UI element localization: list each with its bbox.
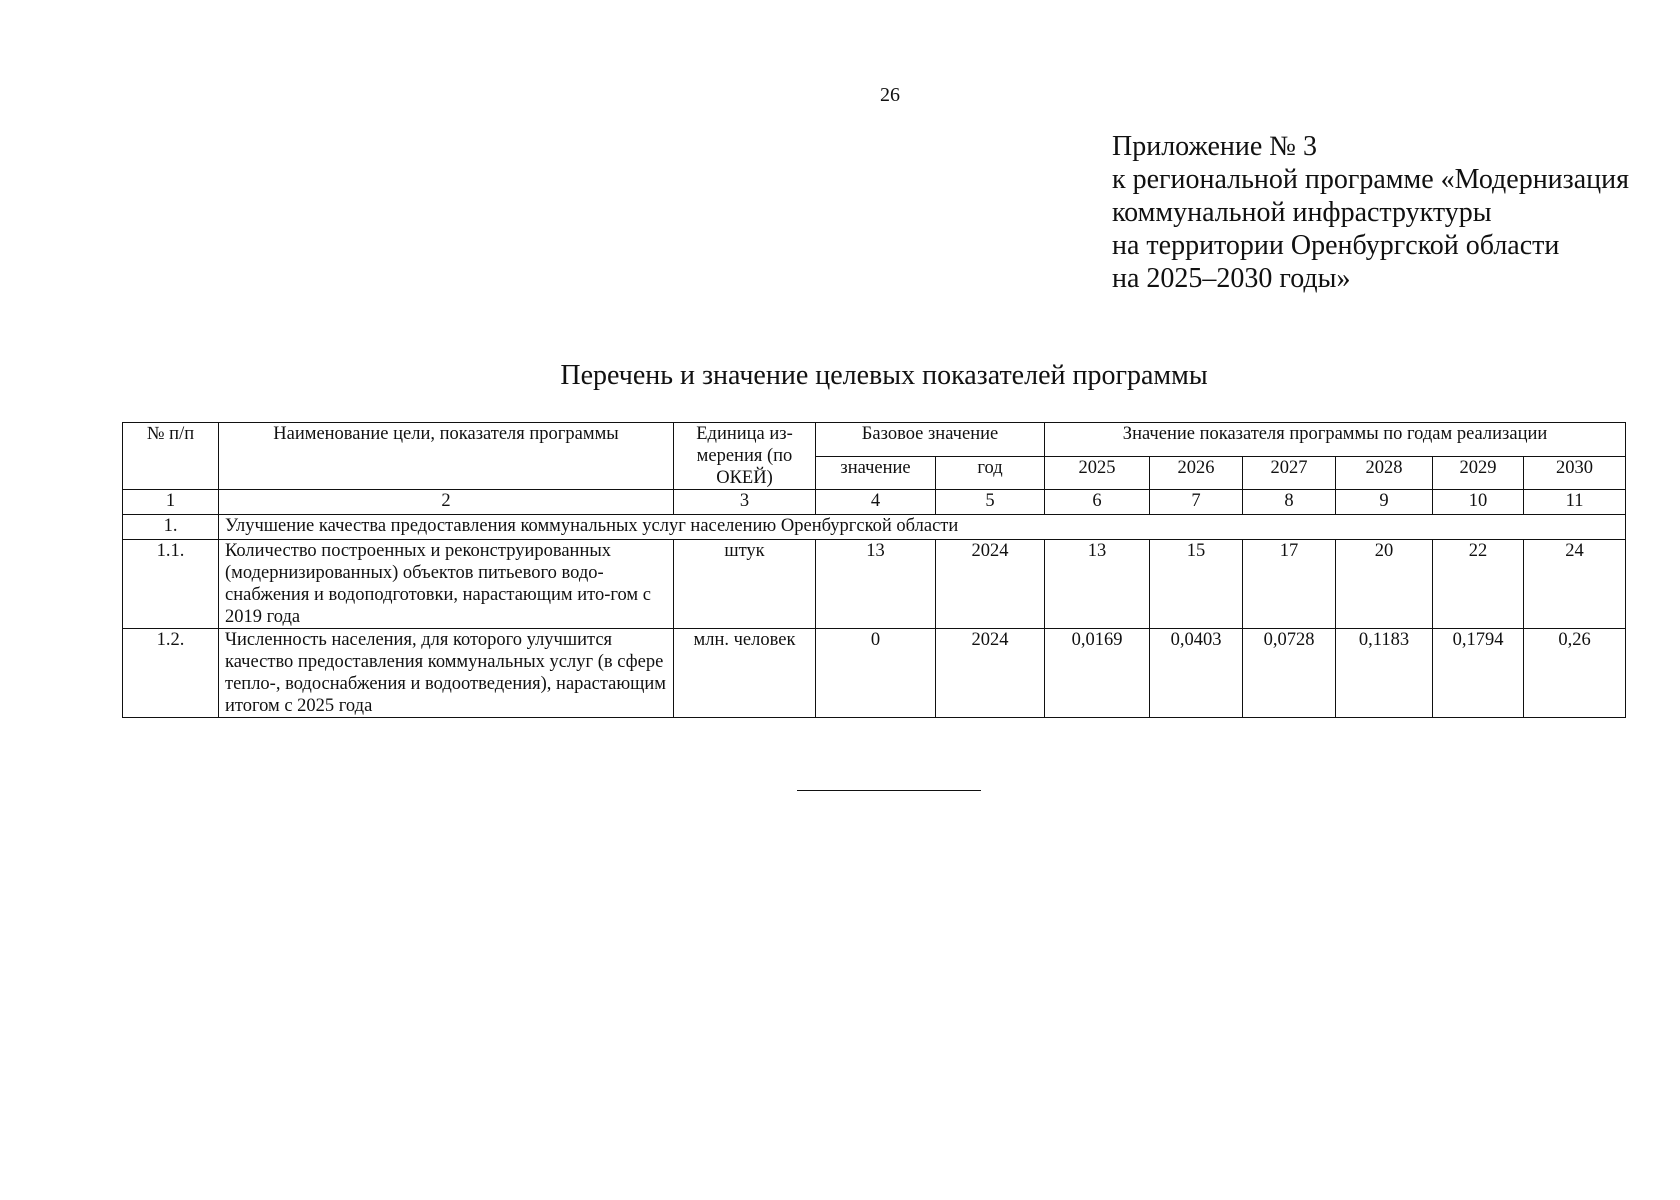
row-value: 13 bbox=[1045, 540, 1150, 629]
row-num: 1.1. bbox=[123, 540, 219, 629]
header-base-year: год bbox=[936, 456, 1045, 490]
row-value: 22 bbox=[1433, 540, 1524, 629]
header-name: Наименование цели, показателя программы bbox=[219, 423, 674, 490]
appendix-line: Приложение № 3 bbox=[1112, 131, 1317, 162]
column-numbers-row bbox=[123, 490, 1626, 515]
column-number: 4 bbox=[816, 490, 936, 515]
row-base-year: 2024 bbox=[936, 540, 1045, 629]
column-number: 6 bbox=[1045, 490, 1150, 515]
row-name: Численность населения, для которого улучшится качество предоставления коммунальных услуг (в сфере тепло-, водоснабжения и водоотведения), нарастающим итогом с 2025 года bbox=[219, 629, 674, 718]
row-value: 17 bbox=[1243, 540, 1336, 629]
row-value: 0,1794 bbox=[1433, 629, 1524, 718]
row-value: 0,0728 bbox=[1243, 629, 1336, 718]
goal-num: 1. bbox=[123, 515, 219, 540]
column-number: 11 bbox=[1524, 490, 1626, 515]
table-row bbox=[123, 540, 1626, 629]
page-number: 26 bbox=[880, 84, 900, 106]
goal-text: Улучшение качества предоставления коммунальных услуг населению Оренбургской области bbox=[219, 515, 1626, 540]
column-number: 2 bbox=[219, 490, 674, 515]
row-value: 0,0169 bbox=[1045, 629, 1150, 718]
document-title: Перечень и значение целевых показателей программы bbox=[560, 360, 1208, 391]
header-unit: Единица из-мерения (по ОКЕЙ) bbox=[674, 423, 816, 490]
row-value: 0,1183 bbox=[1336, 629, 1433, 718]
row-base-value: 0 bbox=[816, 629, 936, 718]
row-name: Количество построенных и реконструированных (модернизированных) объектов питьевого водо-снабжения и водоподготовки, нарастающим ито-гом с 2019 года bbox=[219, 540, 674, 629]
row-num: 1.2. bbox=[123, 629, 219, 718]
header-year: 2027 bbox=[1243, 456, 1336, 490]
header-year: 2028 bbox=[1336, 456, 1433, 490]
header-year: 2026 bbox=[1150, 456, 1243, 490]
appendix-block bbox=[1112, 130, 1629, 295]
header-row bbox=[123, 423, 1626, 457]
column-number: 8 bbox=[1243, 490, 1336, 515]
row-value: 15 bbox=[1150, 540, 1243, 629]
header-num: № п/п bbox=[123, 423, 219, 490]
header-base: Базовое значение bbox=[816, 423, 1045, 457]
header-year: 2025 bbox=[1045, 456, 1150, 490]
appendix-line: на территории Оренбургской области bbox=[1112, 230, 1560, 261]
row-unit: млн. человек bbox=[674, 629, 816, 718]
header-years-group: Значение показателя программы по годам реализации bbox=[1045, 423, 1626, 457]
footer-rule bbox=[797, 790, 981, 791]
column-number: 1 bbox=[123, 490, 219, 515]
row-base-year: 2024 bbox=[936, 629, 1045, 718]
header-year: 2030 bbox=[1524, 456, 1626, 490]
appendix-line: на 2025–2030 годы» bbox=[1112, 263, 1351, 294]
column-number: 3 bbox=[674, 490, 816, 515]
row-value: 0,26 bbox=[1524, 629, 1626, 718]
row-value: 0,0403 bbox=[1150, 629, 1243, 718]
table-row bbox=[123, 629, 1626, 718]
column-number: 9 bbox=[1336, 490, 1433, 515]
column-number: 10 bbox=[1433, 490, 1524, 515]
row-base-value: 13 bbox=[816, 540, 936, 629]
row-value: 20 bbox=[1336, 540, 1433, 629]
header-year: 2029 bbox=[1433, 456, 1524, 490]
row-value: 24 bbox=[1524, 540, 1626, 629]
appendix-line: к региональной программе «Модернизация bbox=[1112, 164, 1630, 195]
column-number: 5 bbox=[936, 490, 1045, 515]
goal-row bbox=[123, 515, 1626, 540]
indicators-table bbox=[122, 422, 1626, 718]
row-unit: штук bbox=[674, 540, 816, 629]
column-number: 7 bbox=[1150, 490, 1243, 515]
header-base-value: значение bbox=[816, 456, 936, 490]
appendix-line: коммунальной инфраструктуры bbox=[1112, 197, 1492, 228]
